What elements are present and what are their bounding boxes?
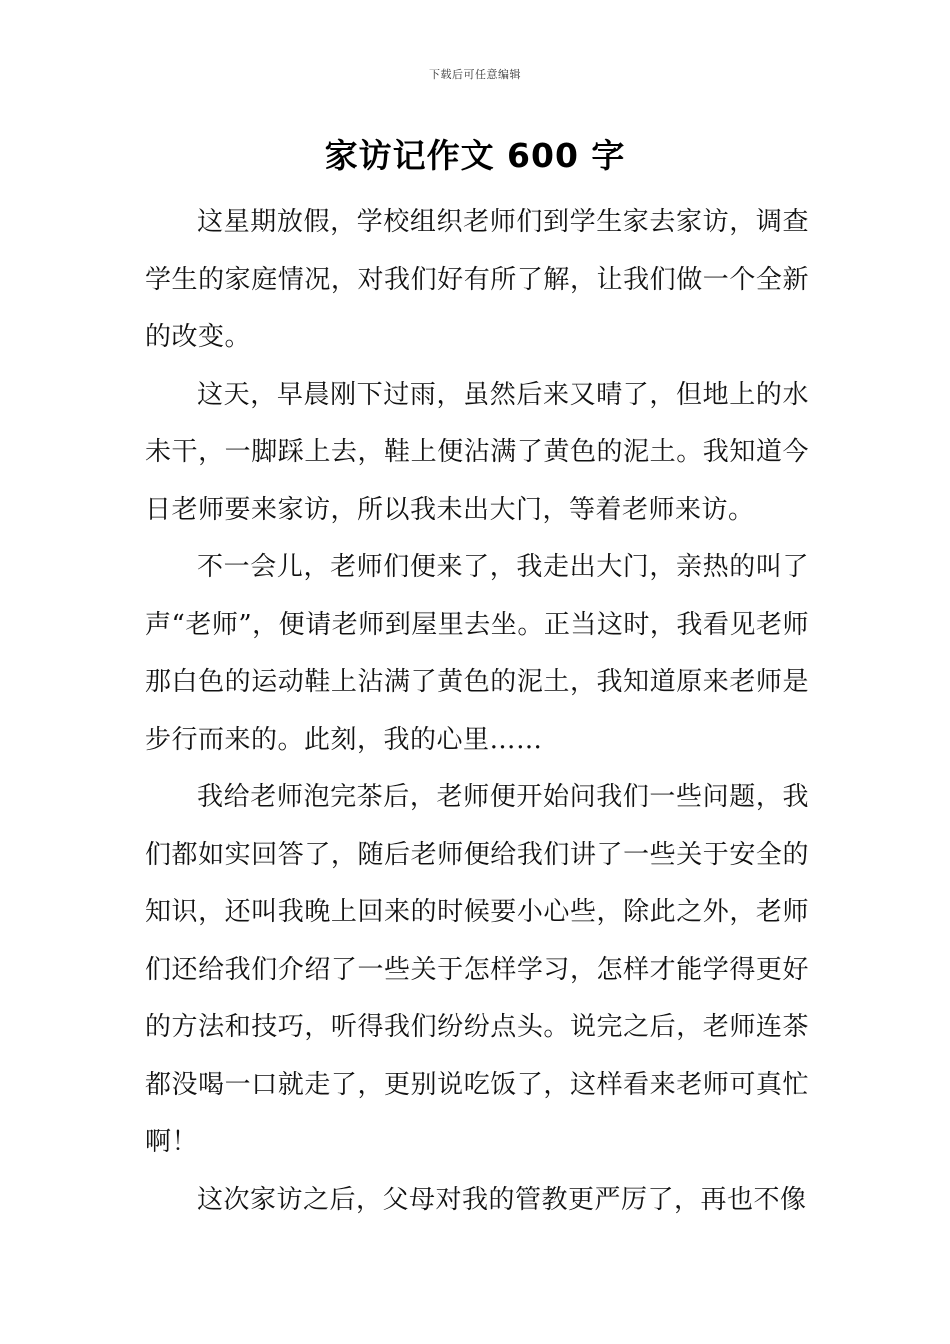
header-note: 下载后可任意编辑 xyxy=(429,68,521,81)
paragraph-5: 这次家访之后，父母对我的管教更严厉了，再也不像 xyxy=(197,1184,807,1215)
paragraph-4: 我给老师泡完茶后，老师便开始问我们一些问题，我们都如实回答了，随后老师便给我们讲了一些关于安全的知识，还叫我晚上回来的时候要小心些，除此之外，老师们还给我们介绍了一些关于怎样学习，怎样才能学得更好的方法和技巧，听得我们纷纷点头。说完之后，老师连茶都没喝一口就走了，更别说吃饭了，这样看来老师可真忙啊！ xyxy=(145,782,809,1157)
paragraph-1: 这星期放假，学校组织老师们到学生家去家访，调查学生的家庭情况，对我们好有所了解，让我们做一个全新的改变。 xyxy=(145,207,809,352)
paragraph-3: 不一会儿，老师们便来了，我走出大门，亲热的叫了声“老师”，便请老师到屋里去坐。正当这时，我看见老师那白色的运动鞋上沾满了黄色的泥土，我知道原来老师是步行而来的。此刻，我的心里…… xyxy=(145,552,809,755)
document-title: 家访记作文 600 字 xyxy=(324,136,626,175)
document-body xyxy=(145,194,809,1229)
paragraph-2: 这天，早晨刚下过雨，虽然后来又晴了，但地上的水未干，一脚踩上去，鞋上便沾满了黄色的泥土。我知道今日老师要来家访，所以我未出大门，等着老师来访。 xyxy=(145,379,809,525)
